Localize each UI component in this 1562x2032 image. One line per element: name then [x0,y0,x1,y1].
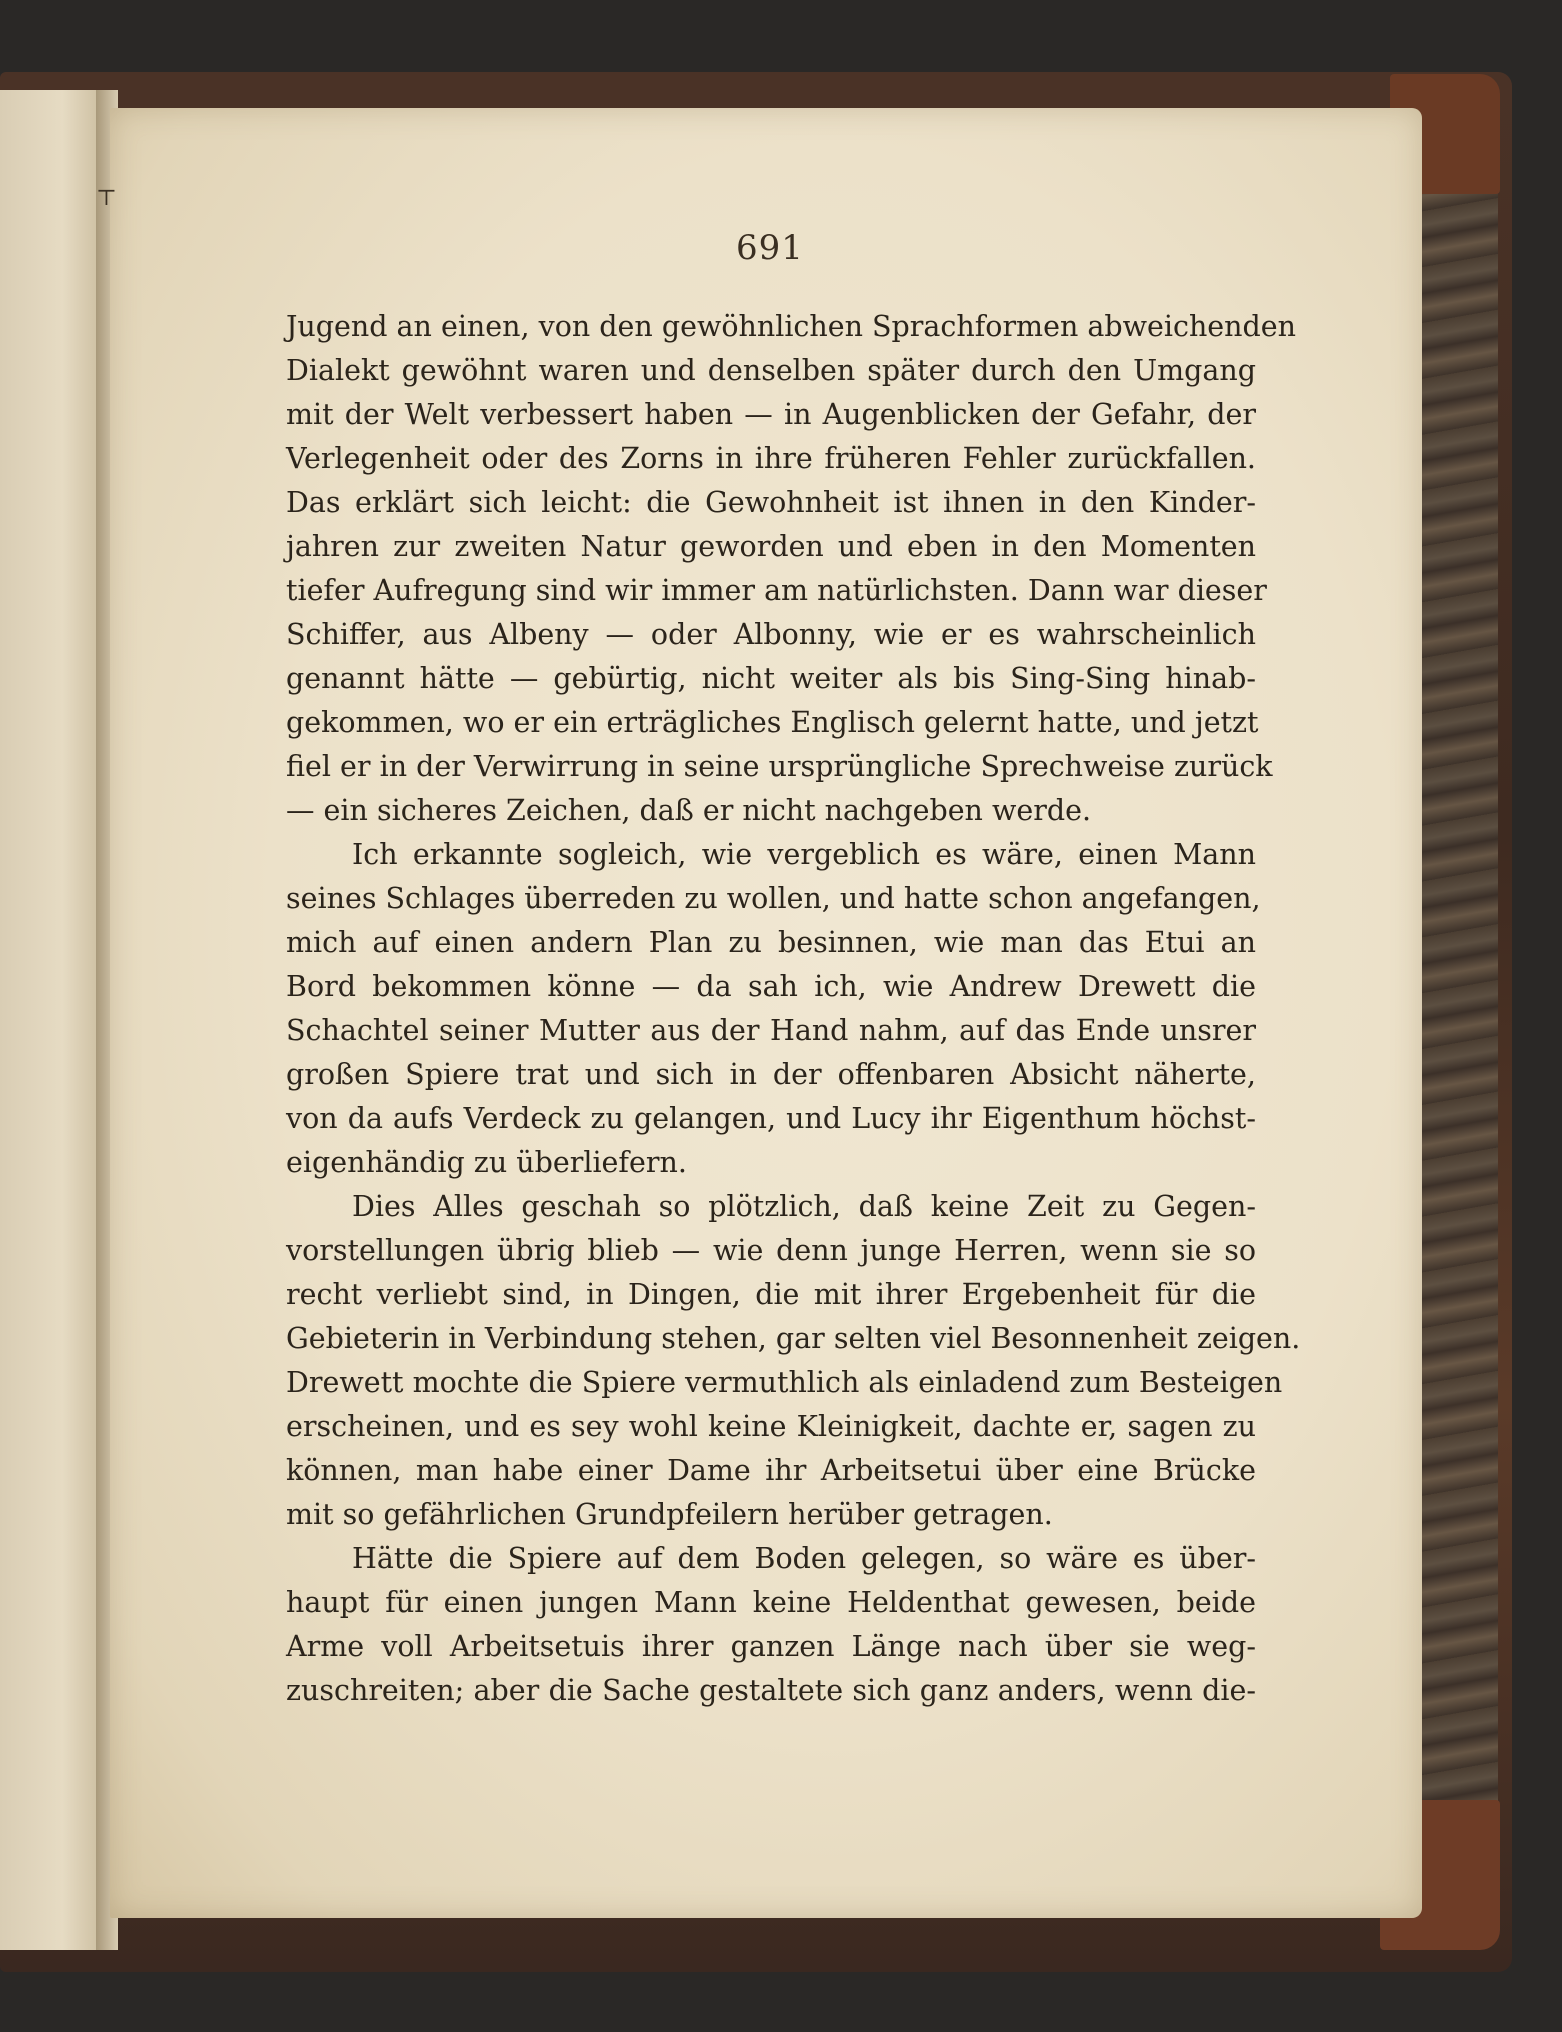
text-line: von da aufs Verdeck zu gelangen, und Lucy ihr Eigenthum höchst- [286,1102,1256,1135]
paragraph [286,1537,1256,1713]
text-line: fiel er in der Verwirrung in seine ursprüngliche Sprechweise zurück [286,750,1273,783]
text-line: mit der Welt verbessert haben — in Augenblicken der Gefahr, der [286,398,1256,431]
text-line: gekommen, wo er ein erträgliches Englisch gelernt hatte, und jetzt [286,706,1259,739]
text-line: genannt hätte — gebürtig, nicht weiter als bis Sing-Sing hinab- [286,662,1256,695]
paragraph [286,305,1296,833]
paragraph [286,1185,1301,1537]
text-line: können, man habe einer Dame ihr Arbeitsetui über eine Brücke [286,1454,1256,1487]
text-line: jahren zur zweiten Natur geworden und eben in den Momenten [286,530,1256,563]
text-line: Bord bekommen könne — da sah ich, wie Andrew Drewett die [286,970,1256,1003]
text-line: mit so gefährlichen Grundpfeilern herüber getragen. [286,1498,1053,1531]
text-line: erscheinen, und es sey wohl keine Kleinigkeit, dachte er, sagen zu [286,1410,1256,1443]
text-line: — ein sicheres Zeichen, daß er nicht nachgeben werde. [286,794,1092,827]
text-line: Das erklärt sich leicht: die Gewohnheit ist ihnen in den Kinder- [286,486,1256,519]
body-text [286,305,1301,1713]
text-line: Dialekt gewöhnt waren und denselben später durch den Umgang [286,354,1256,387]
text-line: Gebieterin in Verbindung stehen, gar selten viel Besonnenheit zeigen. [286,1322,1301,1355]
left-page [0,90,106,1950]
text-line: mich auf einen andern Plan zu besinnen, wie man das Etui an [286,926,1256,959]
text-line: Arme voll Arbeitsetuis ihrer ganzen Länge nach über sie weg- [286,1630,1256,1663]
text-line: Verlegenheit oder des Zorns in ihre früheren Fehler zurückfallen. [286,442,1256,475]
cover-edge [1420,100,1498,1880]
text-line: zuschreiten; aber die Sache gestaltete sich ganz anders, wenn die- [286,1674,1256,1707]
text-line: Dies Alles geschah so plötzlich, daß keine Zeit zu Gegen- [352,1190,1256,1223]
page-number: 691 [736,228,804,268]
text-line: Ich erkannte sogleich, wie vergeblich es wäre, einen Mann [352,838,1256,871]
paragraph [286,833,1261,1185]
text-line: seines Schlages überreden zu wollen, und hatte schon angefangen, [286,882,1261,915]
text-line: Jugend an einen, von den gewöhnlichen Sprachformen abweichenden [286,310,1296,343]
text-line: Drewett mochte die Spiere vermuthlich als einladend zum Besteigen [286,1366,1283,1399]
text-line: Hätte die Spiere auf dem Boden gelegen, so wäre es über- [352,1542,1256,1575]
text-line: eigenhändig zu überliefern. [286,1146,687,1179]
text-line: recht verliebt sind, in Dingen, die mit ihrer Ergebenheit für die [286,1278,1256,1311]
text-line: haupt für einen jungen Mann keine Heldenthat gewesen, beide [286,1586,1256,1619]
text-line: Schiffer, aus Albeny — oder Albonny, wie er es wahrscheinlich [286,618,1256,651]
text-line: tiefer Aufregung sind wir immer am natürlichsten. Dann war dieser [286,574,1267,607]
gutter-mark-icon: ⊤ [96,186,117,211]
text-line: großen Spiere trat und sich in der offenbaren Absicht näherte, [286,1058,1256,1091]
text-line: vorstellungen übrig blieb — wie denn junge Herren, wenn sie so [286,1234,1256,1267]
text-line: Schachtel seiner Mutter aus der Hand nahm, auf das Ende unsrer [286,1014,1256,1047]
